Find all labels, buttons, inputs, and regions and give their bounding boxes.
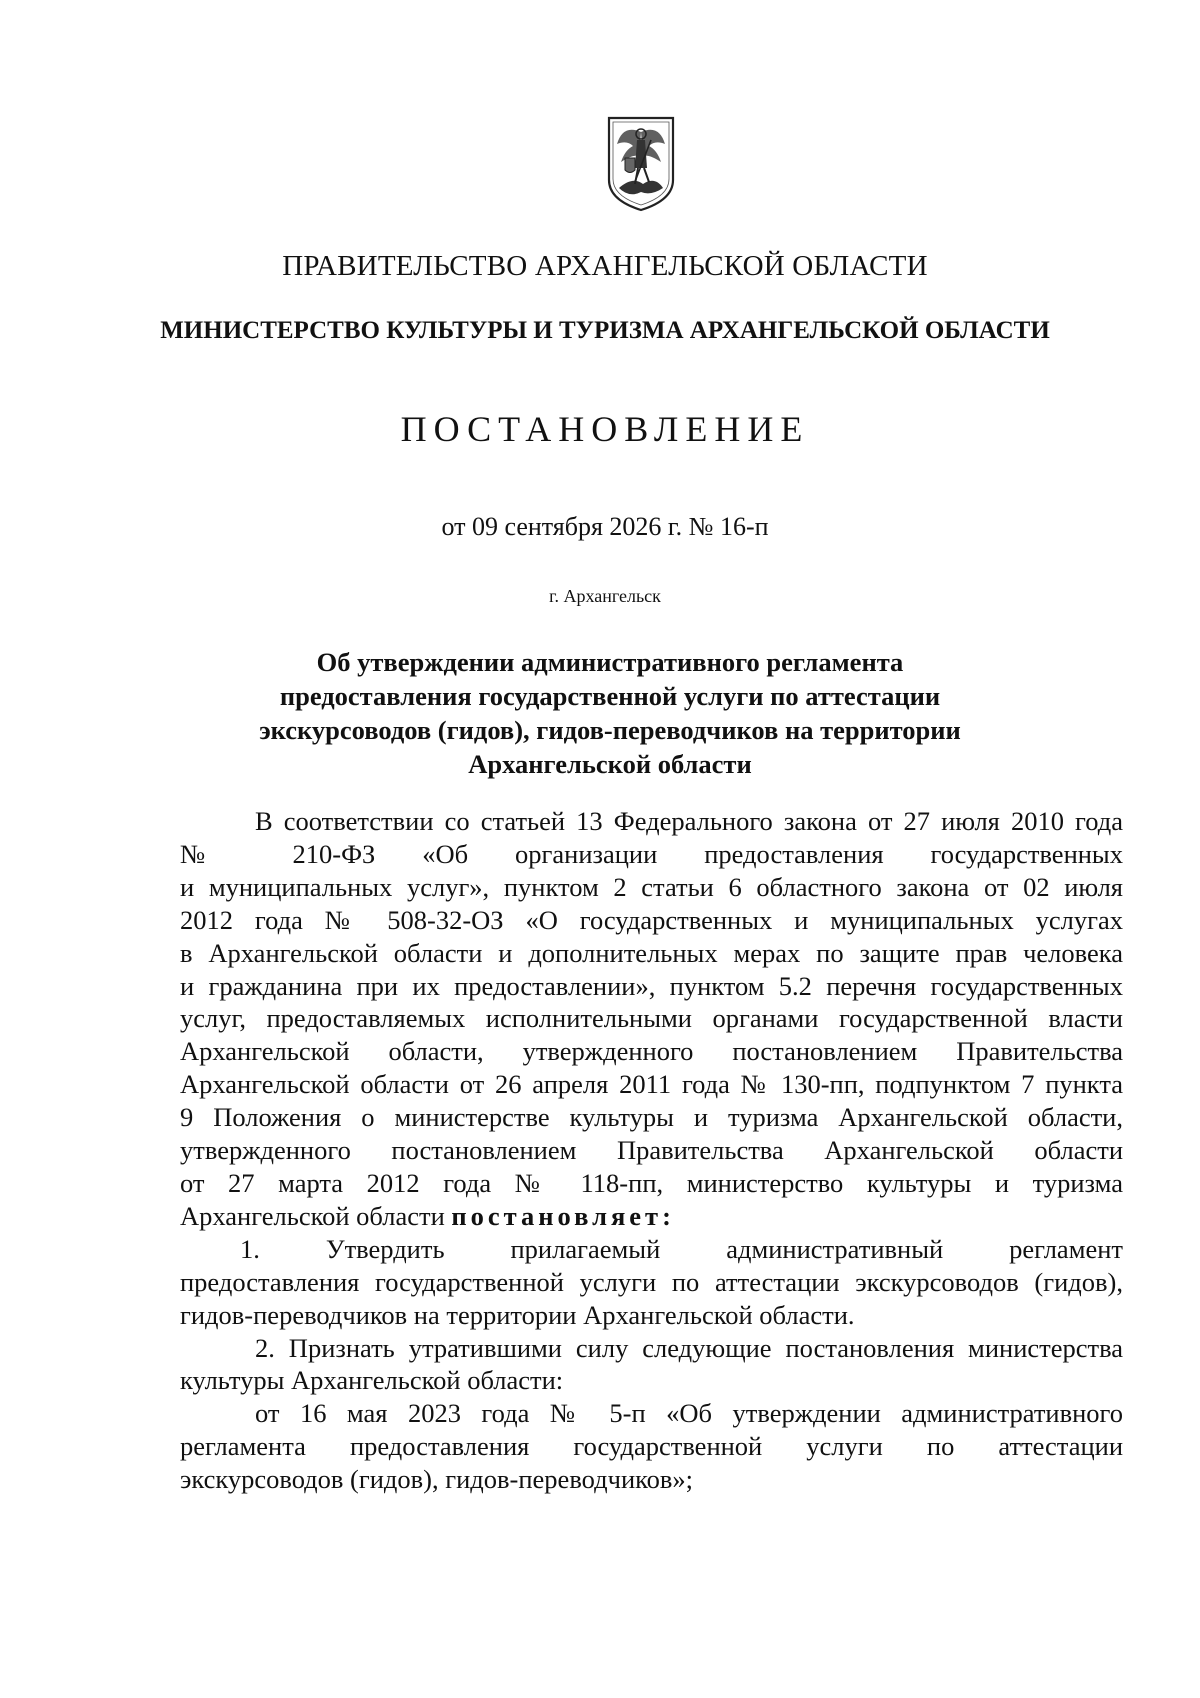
title-line: Об утверждении административного регламента (316, 647, 904, 677)
preamble-final-line (180, 1200, 1123, 1233)
title-line: экскурсоводов (гидов), гидов-переводчиков на территории (259, 715, 961, 745)
item1-line: гидов-переводчиков на территории Архангельской области. (180, 1299, 855, 1330)
item1-line: 1. Утвердить прилагаемый административный регламент (240, 1233, 1123, 1264)
preamble-line: № 210-ФЗ «Об организации предоставления государственных (180, 838, 1123, 869)
preamble-line: услуг, предоставляемых исполнительными органами государственной власти (180, 1003, 1123, 1034)
item2-ref-line: экскурсоводов (гидов), гидов-переводчиков»; (180, 1464, 694, 1495)
document-title (200, 645, 1020, 781)
preamble-line: 2012 года № 508-32-ОЗ «О государственных и муниципальных услугах (180, 904, 1123, 935)
document-type: ПОСТАНОВЛЕНИЕ (400, 409, 810, 449)
item2-ref-line: регламента предоставления государственной услуги по аттестации (180, 1431, 1123, 1462)
preamble-line: в Архангельской области и дополнительных мерах по защите прав человека (180, 937, 1123, 968)
title-line: предоставления государственной услуги по аттестации (279, 681, 941, 711)
preamble-line: от 27 марта 2012 года № 118-пп, министерство культуры и туризма (180, 1167, 1123, 1198)
item1-line: предоставления государственной услуги по аттестации экскурсоводов (гидов), (180, 1266, 1123, 1297)
item2-line: 2. Признать утратившими силу следующие постановления министерства (255, 1332, 1123, 1363)
preamble-line: Архангельской области, утвержденного постановлением Правительства (180, 1036, 1123, 1067)
ministry-name: МИНИСТЕРСТВО КУЛЬТУРЫ И ТУРИЗМА АРХАНГЕЛЬСКОЙ ОБЛАСТИ (160, 317, 1050, 344)
title-line: Архангельской области (468, 749, 752, 779)
resolves-word: постановляет: (451, 1200, 675, 1231)
item2-ref-line: от 16 мая 2023 года № 5-п «Об утверждении административного (255, 1398, 1123, 1429)
preamble-tail: Архангельской области (180, 1200, 452, 1231)
preamble-line: и гражданина при их предоставлении», пунктом 5.2 перечня государственных (180, 970, 1123, 1001)
document-body (180, 805, 1123, 1496)
coat-of-arms-icon (603, 110, 679, 216)
preamble-line: утвержденного постановлением Правительства Архангельской области (180, 1135, 1123, 1166)
document-city: г. Архангельск (549, 586, 661, 606)
preamble-line: и муниципальных услуг», пунктом 2 статьи 6 областного закона от 02 июля (180, 871, 1123, 902)
government-name: ПРАВИТЕЛЬСТВО АРХАНГЕЛЬСКОЙ ОБЛАСТИ (282, 250, 928, 282)
preamble-line: 9 Положения о министерстве культуры и туризма Архангельской области, (180, 1102, 1123, 1133)
document-date-number: от 09 сентября 2026 г. № 16-п (441, 512, 769, 541)
preamble-line: В соответствии со статьей 13 Федерального закона от 27 июля 2010 года (255, 806, 1123, 836)
preamble-line: Архангельской области от 26 апреля 2011 года № 130-пп, подпунктом 7 пункта (180, 1069, 1123, 1100)
item2-line: культуры Архангельской области: (180, 1365, 564, 1396)
